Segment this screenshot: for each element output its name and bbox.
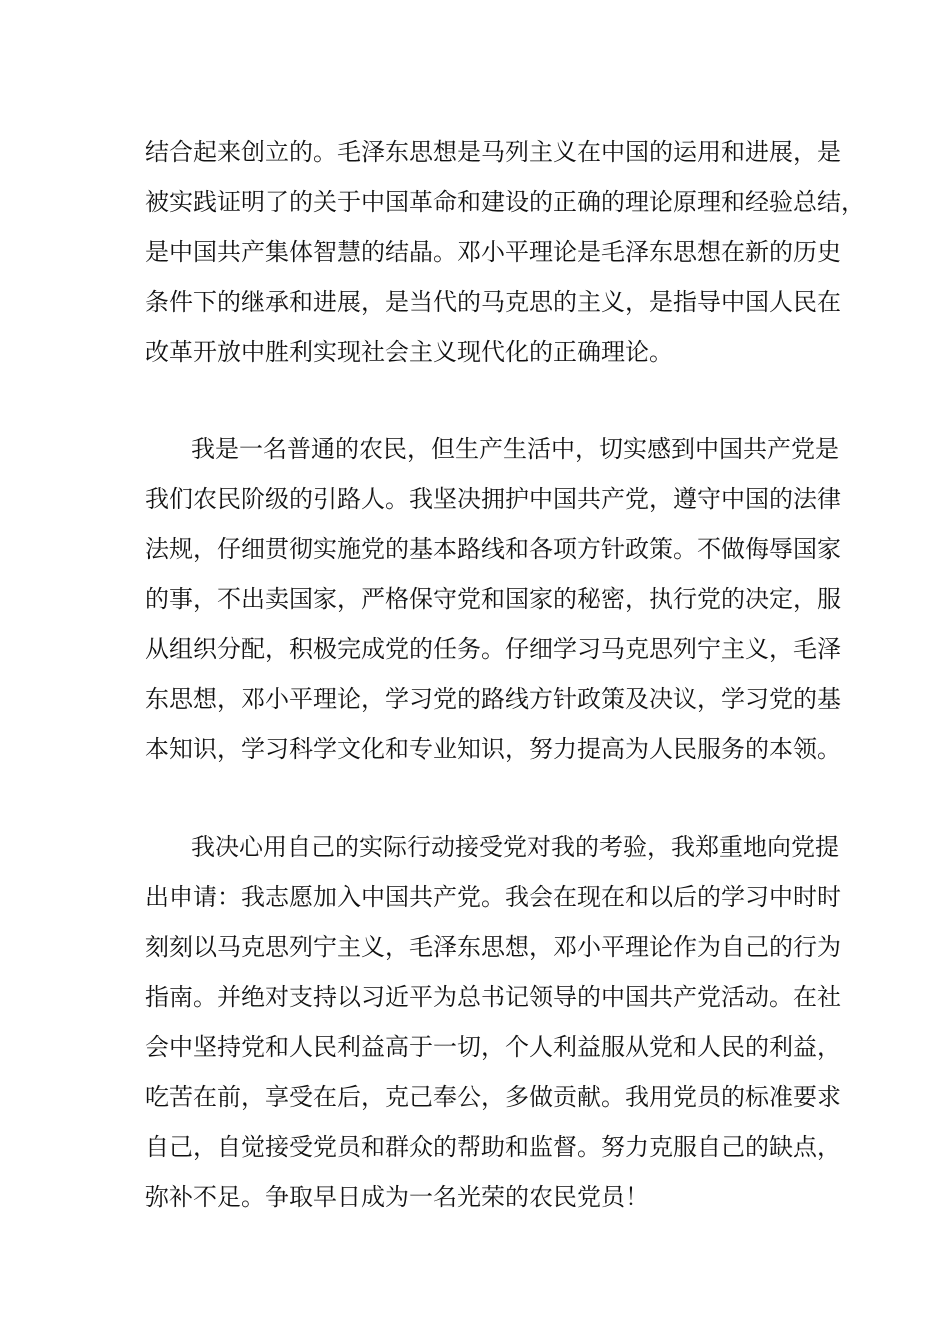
- text-line: 我决心用自己的实际行动接受党对我的考验，我郑重地向党提: [191, 833, 839, 861]
- text-line: 从组织分配，积极完成党的任务。仔细学习马克思列宁主义，毛泽: [145, 635, 841, 663]
- text-line: 本知识，学习科学文化和专业知识，努力提高为人民服务的本领。: [145, 735, 841, 763]
- text-line: 改革开放中胜利实现社会主义现代化的正确理论。: [145, 338, 673, 366]
- text-line: 出申请：我志愿加入中国共产党。我会在现在和以后的学习中时时: [145, 883, 841, 911]
- text-line: 结合起来创立的。毛泽东思想是马列主义在中国的运用和进展，是: [145, 138, 841, 166]
- text-line: 东思想，邓小平理论，学习党的路线方针政策及决议，学习党的基: [145, 685, 841, 713]
- text-line: 我们农民阶级的引路人。我坚决拥护中国共产党，遵守中国的法律: [145, 485, 841, 513]
- text-line: 吃苦在前，享受在后，克己奉公，多做贡献。我用党员的标准要求: [145, 1083, 841, 1111]
- text-line: 被实践证明了的关于中国革命和建设的正确的理论原理和经验总结，: [145, 188, 865, 216]
- text-line: 法规，仔细贯彻实施党的基本路线和各项方针政策。不做侮辱国家: [145, 535, 841, 563]
- text-line: 的事，不出卖国家，严格保守党和国家的秘密，执行党的决定，服: [145, 585, 841, 613]
- text-line: 自己，自觉接受党员和群众的帮助和监督。努力克服自己的缺点，: [145, 1133, 841, 1161]
- text-line: 我是一名普通的农民，但生产生活中，切实感到中国共产党是: [191, 435, 839, 463]
- text-line: 条件下的继承和进展，是当代的马克思的主义，是指导中国人民在: [145, 288, 841, 316]
- text-line: 弥补不足。争取早日成为一名光荣的农民党员！: [145, 1183, 649, 1211]
- text-line: 刻刻以马克思列宁主义，毛泽东思想，邓小平理论作为自己的行为: [145, 933, 841, 961]
- text-line: 是中国共产集体智慧的结晶。邓小平理论是毛泽东思想在新的历史: [145, 238, 841, 266]
- text-line: 会中坚持党和人民利益高于一切，个人利益服从党和人民的利益，: [145, 1033, 841, 1061]
- text-line: 指南。并绝对支持以习近平为总书记领导的中国共产党活动。在社: [145, 983, 841, 1011]
